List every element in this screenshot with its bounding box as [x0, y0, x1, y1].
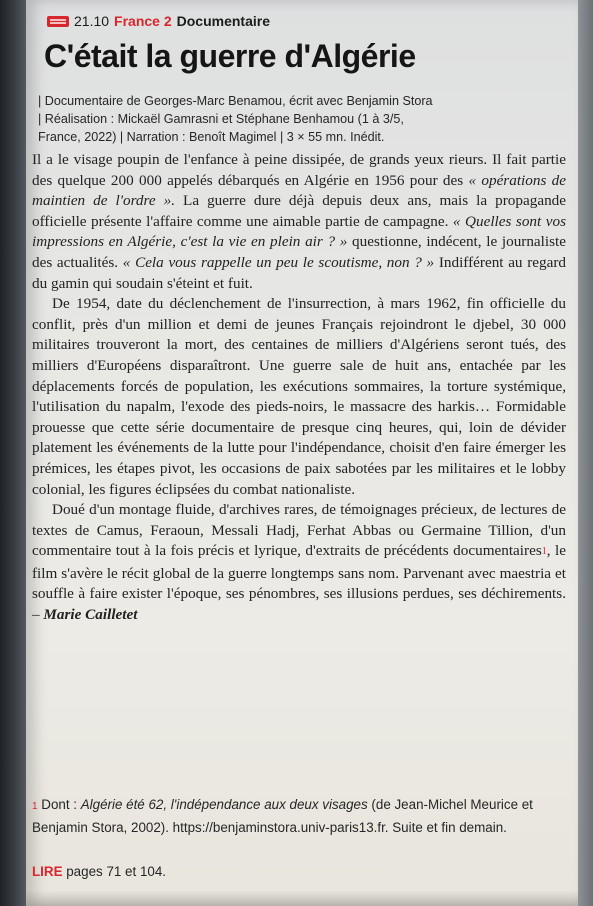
- author-signature: Marie Cailletet: [43, 606, 138, 624]
- footnote-number: 1: [32, 801, 38, 812]
- credits-line: | Réalisation : Mickaël Gamrasni et Stéphane Benhamou (1 à 3/5,: [38, 112, 404, 126]
- read-also: [32, 864, 166, 879]
- credits-line: France, 2022) | Narration : Benoît Magimel | 3 × 55 mn. Inédit.: [38, 130, 385, 144]
- text-run: questionne, indécent, le journaliste des actualités.: [32, 233, 566, 271]
- text-run: (de Jean-Michel Meurice et Benjamin Stora, 2002). https://benjaminstora.univ-paris13.fr. Suite et fin demain.: [32, 797, 533, 835]
- film-title: Algérie été 62, l'indépendance aux deux visages: [80, 797, 368, 812]
- quote: « Quelles sont vos impressions en Algérie, c'est la vie en plein air ? »: [32, 212, 566, 251]
- footnote-reference: 1: [541, 546, 547, 558]
- tv-icon: [47, 16, 69, 27]
- footnote: [32, 794, 562, 838]
- text-run: La guerre dure déjà depuis deux ans, mais la propagande officielle présente l'affaire comme une aimable partie de campagne.: [32, 192, 566, 230]
- review-paragraph: [32, 500, 566, 626]
- review-paragraph: [32, 150, 566, 294]
- magazine-page: [26, 0, 578, 906]
- quote: « Cela vous rappelle un peu le scoutisme, non ? »: [122, 253, 435, 271]
- broadcast-time: 21.10: [74, 13, 110, 29]
- credits-line: | Documentaire de Georges-Marc Benamou, écrit avec Benjamin Stora: [38, 94, 433, 108]
- page-edge-left: [0, 0, 26, 906]
- program-credits: [38, 92, 548, 146]
- listing-header: [47, 10, 270, 32]
- page-shadow: [26, 890, 578, 906]
- review-paragraph: De 1954, date du déclenchement de l'insurrection, à mars 1962, fin officielle du conflit, près d'un million et demi de jeunes Français rejoindront le djebel, 30 000 militaires trouveront la mort, des centaines de milliers d'Algériens seront tués, des milliers d'Européens disparaîtront. Une guerre sale de huit ans, entachée par les déplacements forcés de population, les exécutions sommaires, la torture systémique, l'utilisation du napalm, l'exode des pieds-noirs, le massacre des harkis… Formidable prouesse que cette série documentaire de presque cinq heures, qui, loin de dévider platement les événements de la lutte pour l'indépendance, choisit d'en faire émerger les prémices, les étapes pivot, les occasions de paix sabotées par les militaires et le lobby colonial, les figures éclipsées du combat nationaliste.: [32, 295, 566, 498]
- text-run: Dont :: [37, 797, 81, 812]
- text-run: , le film s'avère le récit global de la guerre longtemps sans nom. Parvenant avec maestria et souffle à faire exister l'époque, ses pénombres, ses illusions perdues, ses déchirements. –: [32, 542, 566, 624]
- review-body: [32, 150, 566, 626]
- text-run: Doué d'un montage fluide, d'archives rares, de témoignages précieux, de lectures de textes de Camus, Feraoun, Messali Hadj, Ferhat Abbas ou Germaine Tillion, d'un commentaire tout à la fois précis et lyrique, d'extraits de précédents documentaires: [32, 501, 566, 560]
- read-label: LIRE: [32, 864, 63, 879]
- text-run: Il a le visage poupin de l'enfance à peine dissipée, de grands yeux rieurs. Il fait partie des quelque 200 000 appelés débarqués en Algérie en 1956 pour des: [32, 151, 566, 189]
- genre-label: Documentaire: [176, 13, 270, 29]
- program-title: C'était la guerre d'Algérie: [44, 38, 416, 74]
- page-references: pages 71 et 104.: [62, 864, 167, 879]
- quote: « opérations de maintien de l'ordre ».: [32, 171, 566, 210]
- channel-name: France 2: [114, 13, 172, 29]
- text-run: Indifférent au regard du gamin qui soudain s'éteint et fuit.: [32, 253, 567, 292]
